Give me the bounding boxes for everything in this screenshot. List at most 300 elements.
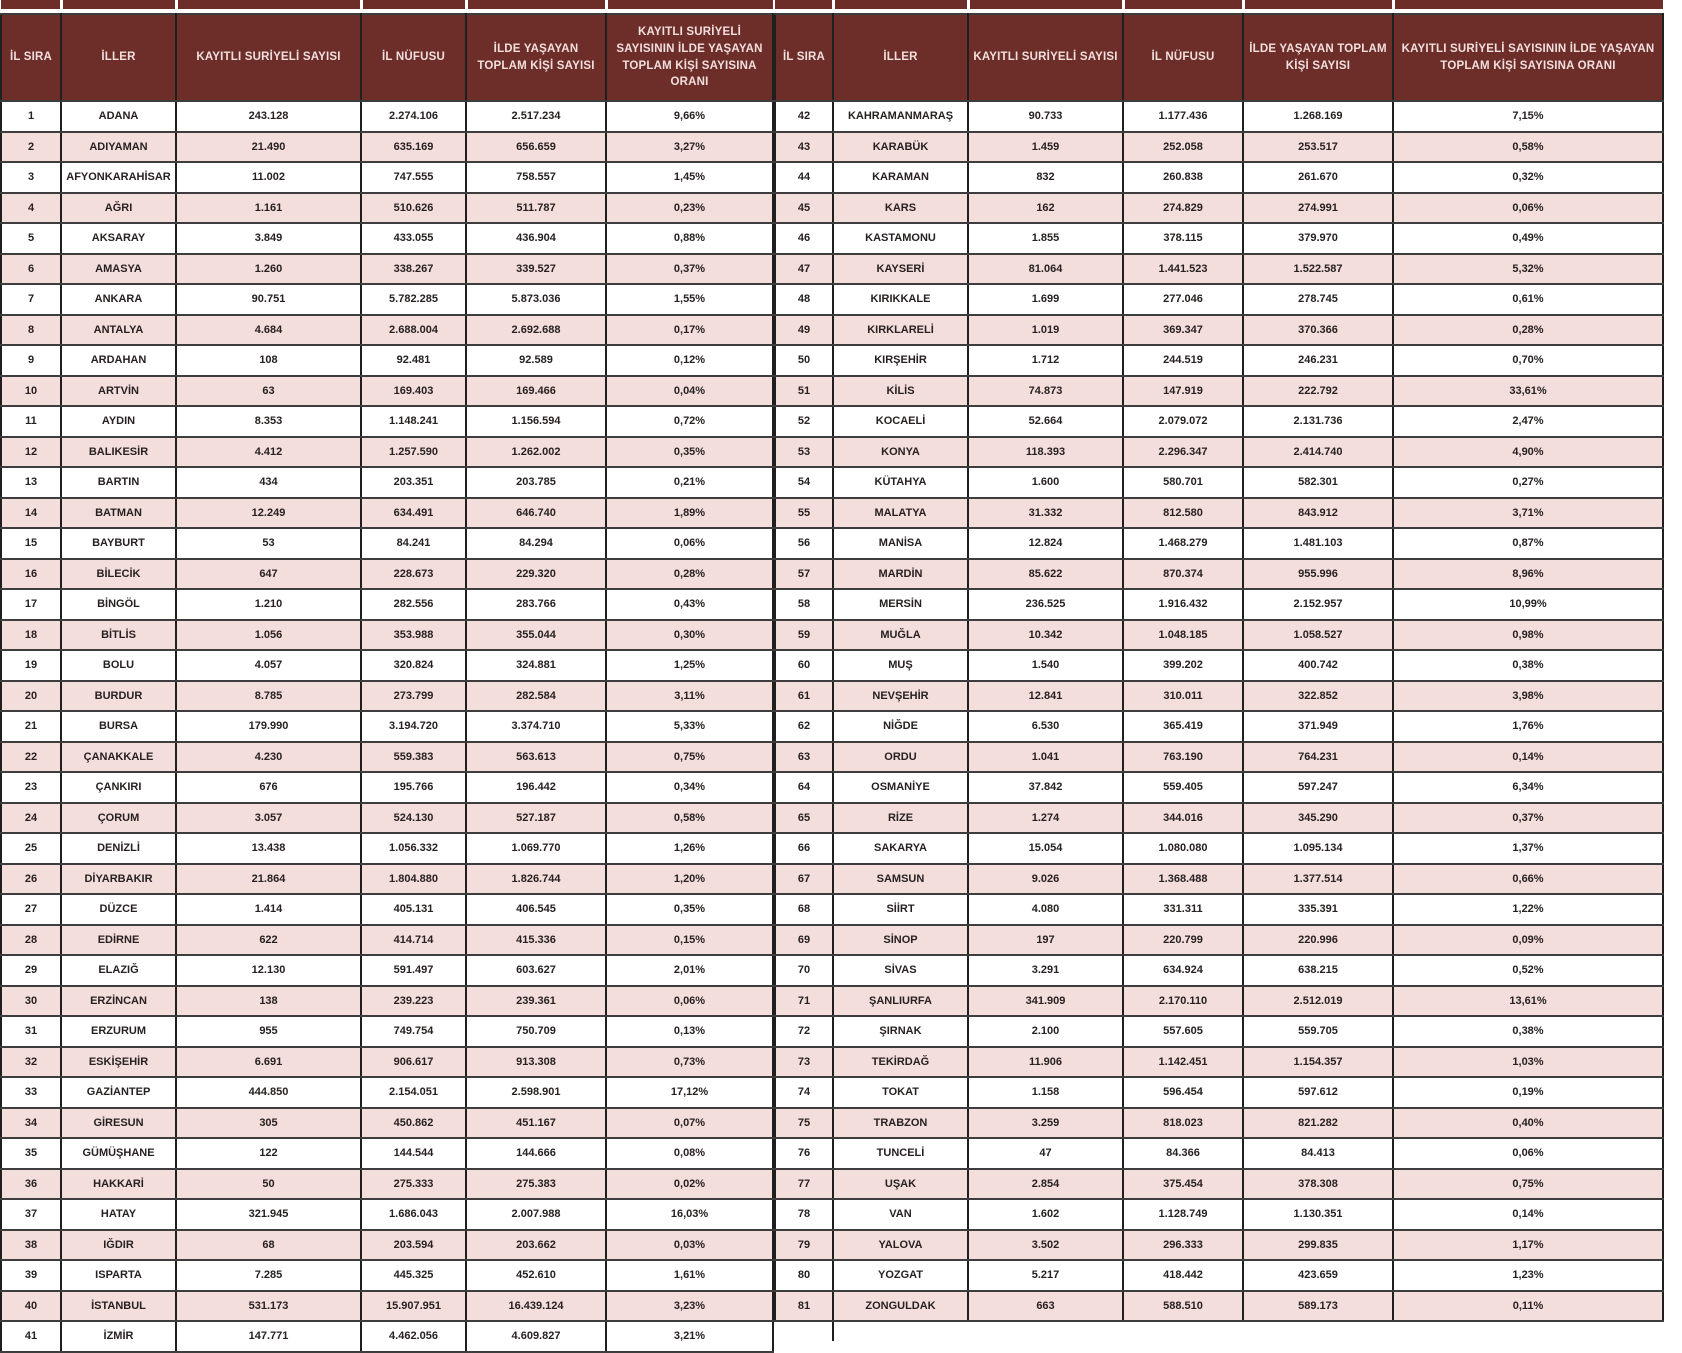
cell-toplam-kisi-sayisi: 371.949 xyxy=(1243,711,1393,742)
cell-il-sira: 73 xyxy=(775,1047,833,1078)
cell-oran: 3,23% xyxy=(606,1291,773,1322)
table-row xyxy=(775,1230,1663,1261)
table-row xyxy=(1,620,773,651)
cell-toplam-kisi-sayisi: 2.512.019 xyxy=(1243,986,1393,1017)
table-row xyxy=(775,223,1663,254)
cell-toplam-kisi-sayisi: 299.835 xyxy=(1243,1230,1393,1261)
table-row xyxy=(1,864,773,895)
cell-il-nufusu: 310.011 xyxy=(1123,681,1243,712)
cell-kayitli-suriyeli-sayisi: 5.217 xyxy=(968,1260,1123,1291)
cell-oran: 0,09% xyxy=(1393,925,1663,956)
cell-toplam-kisi-sayisi: 582.301 xyxy=(1243,467,1393,498)
cell-il-adi: ANKARA xyxy=(61,284,176,315)
cell-toplam-kisi-sayisi: 2.517.234 xyxy=(466,101,606,132)
cell-il-sira: 55 xyxy=(775,498,833,529)
table-row xyxy=(1,1047,773,1078)
column-header-oran: KAYITLI SURİYELİ SAYISININ İLDE YAŞAYAN TOPLAM KİŞİ SAYISINA ORANI xyxy=(1393,14,1663,101)
cell-toplam-kisi-sayisi: 603.627 xyxy=(466,955,606,986)
cell-kayitli-suriyeli-sayisi: 81.064 xyxy=(968,254,1123,285)
column-header-il-adi: İLLER xyxy=(833,14,968,101)
cell-kayitli-suriyeli-sayisi: 2.100 xyxy=(968,1016,1123,1047)
table-row xyxy=(775,650,1663,681)
cell-kayitli-suriyeli-sayisi: 9.026 xyxy=(968,864,1123,895)
header-top-strip-cell xyxy=(61,0,176,9)
cell-toplam-kisi-sayisi: 646.740 xyxy=(466,498,606,529)
cell-toplam-kisi-sayisi: 597.612 xyxy=(1243,1077,1393,1108)
cell-il-sira: 40 xyxy=(1,1291,61,1322)
cell-il-sira: 46 xyxy=(775,223,833,254)
cell-toplam-kisi-sayisi: 196.442 xyxy=(466,772,606,803)
cell-toplam-kisi-sayisi: 423.659 xyxy=(1243,1260,1393,1291)
cell-il-nufusu: 634.491 xyxy=(361,498,466,529)
cell-toplam-kisi-sayisi: 283.766 xyxy=(466,589,606,620)
cell-toplam-kisi-sayisi: 261.670 xyxy=(1243,162,1393,193)
cell-il-sira: 28 xyxy=(1,925,61,956)
cell-il-adi: UŞAK xyxy=(833,1169,968,1200)
filler-cell xyxy=(968,1321,1123,1341)
cell-oran: 3,71% xyxy=(1393,498,1663,529)
header-top-strip-cell xyxy=(466,0,606,9)
cell-oran: 0,73% xyxy=(606,1047,773,1078)
cell-oran: 0,40% xyxy=(1393,1108,1663,1139)
cell-toplam-kisi-sayisi: 378.308 xyxy=(1243,1169,1393,1200)
cell-oran: 5,33% xyxy=(606,711,773,742)
cell-il-sira: 57 xyxy=(775,559,833,590)
cell-il-adi: YALOVA xyxy=(833,1230,968,1261)
cell-il-nufusu: 634.924 xyxy=(1123,955,1243,986)
cell-toplam-kisi-sayisi: 1.826.744 xyxy=(466,864,606,895)
cell-il-adi: KOCAELİ xyxy=(833,406,968,437)
cell-kayitli-suriyeli-sayisi: 90.751 xyxy=(176,284,361,315)
cell-il-adi: VAN xyxy=(833,1199,968,1230)
cell-il-nufusu: 591.497 xyxy=(361,955,466,986)
table-row xyxy=(775,620,1663,651)
cell-il-adi: BARTIN xyxy=(61,467,176,498)
cell-kayitli-suriyeli-sayisi: 21.490 xyxy=(176,132,361,163)
table-row xyxy=(775,589,1663,620)
cell-kayitli-suriyeli-sayisi: 90.733 xyxy=(968,101,1123,132)
cell-kayitli-suriyeli-sayisi: 3.849 xyxy=(176,223,361,254)
cell-kayitli-suriyeli-sayisi: 63 xyxy=(176,376,361,407)
cell-il-adi: ÇANKIRI xyxy=(61,772,176,803)
cell-kayitli-suriyeli-sayisi: 663 xyxy=(968,1291,1123,1322)
cell-il-nufusu: 596.454 xyxy=(1123,1077,1243,1108)
cell-oran: 0,72% xyxy=(606,406,773,437)
cell-il-nufusu: 818.023 xyxy=(1123,1108,1243,1139)
cell-il-nufusu: 450.862 xyxy=(361,1108,466,1139)
cell-oran: 1,26% xyxy=(606,833,773,864)
cell-il-sira: 76 xyxy=(775,1138,833,1169)
cell-il-adi: ELAZIĞ xyxy=(61,955,176,986)
cell-il-nufusu: 2.170.110 xyxy=(1123,986,1243,1017)
cell-kayitli-suriyeli-sayisi: 1.260 xyxy=(176,254,361,285)
cell-il-nufusu: 260.838 xyxy=(1123,162,1243,193)
cell-kayitli-suriyeli-sayisi: 50 xyxy=(176,1169,361,1200)
cell-il-adi: SİVAS xyxy=(833,955,968,986)
cell-kayitli-suriyeli-sayisi: 3.291 xyxy=(968,955,1123,986)
cell-il-sira: 29 xyxy=(1,955,61,986)
table-row xyxy=(775,681,1663,712)
cell-kayitli-suriyeli-sayisi: 1.540 xyxy=(968,650,1123,681)
cell-il-adi: MERSİN xyxy=(833,589,968,620)
cell-oran: 1,23% xyxy=(1393,1260,1663,1291)
cell-il-sira: 30 xyxy=(1,986,61,1017)
cell-oran: 0,70% xyxy=(1393,345,1663,376)
cell-kayitli-suriyeli-sayisi: 1.056 xyxy=(176,620,361,651)
cell-il-nufusu: 557.605 xyxy=(1123,1016,1243,1047)
cell-il-nufusu: 378.115 xyxy=(1123,223,1243,254)
cell-kayitli-suriyeli-sayisi: 1.019 xyxy=(968,315,1123,346)
cell-oran: 0,27% xyxy=(1393,467,1663,498)
cell-il-sira: 60 xyxy=(775,650,833,681)
table-row xyxy=(775,406,1663,437)
table-row xyxy=(775,132,1663,163)
cell-il-adi: ADANA xyxy=(61,101,176,132)
cell-il-sira: 67 xyxy=(775,864,833,895)
cell-il-sira: 37 xyxy=(1,1199,61,1230)
table-header-right xyxy=(775,0,1663,101)
cell-il-sira: 5 xyxy=(1,223,61,254)
table-row xyxy=(775,498,1663,529)
cell-il-nufusu: 1.056.332 xyxy=(361,833,466,864)
cell-il-nufusu: 2.154.051 xyxy=(361,1077,466,1108)
table-row xyxy=(1,467,773,498)
cell-il-adi: MUĞLA xyxy=(833,620,968,651)
cell-oran: 1,76% xyxy=(1393,711,1663,742)
cell-il-nufusu: 749.754 xyxy=(361,1016,466,1047)
cell-il-adi: AMASYA xyxy=(61,254,176,285)
cell-oran: 10,99% xyxy=(1393,589,1663,620)
cell-il-adi: ANTALYA xyxy=(61,315,176,346)
cell-oran: 0,52% xyxy=(1393,955,1663,986)
table-row xyxy=(1,681,773,712)
cell-il-nufusu: 1.368.488 xyxy=(1123,864,1243,895)
cell-il-nufusu: 274.829 xyxy=(1123,193,1243,224)
cell-oran: 3,27% xyxy=(606,132,773,163)
table-footer-filler xyxy=(775,1321,1663,1341)
header-top-strip-cell xyxy=(176,0,361,9)
cell-oran: 0,07% xyxy=(606,1108,773,1139)
cell-oran: 0,61% xyxy=(1393,284,1663,315)
cell-il-adi: ARDAHAN xyxy=(61,345,176,376)
cell-il-sira: 7 xyxy=(1,284,61,315)
table-row xyxy=(775,101,1663,132)
cell-il-nufusu: 559.383 xyxy=(361,742,466,773)
cell-kayitli-suriyeli-sayisi: 197 xyxy=(968,925,1123,956)
table-row xyxy=(1,132,773,163)
cell-il-adi: BİTLİS xyxy=(61,620,176,651)
cell-oran: 1,17% xyxy=(1393,1230,1663,1261)
cell-oran: 16,03% xyxy=(606,1199,773,1230)
cell-toplam-kisi-sayisi: 821.282 xyxy=(1243,1108,1393,1139)
cell-il-nufusu: 445.325 xyxy=(361,1260,466,1291)
cell-il-sira: 53 xyxy=(775,437,833,468)
cell-il-adi: RİZE xyxy=(833,803,968,834)
cell-kayitli-suriyeli-sayisi: 1.041 xyxy=(968,742,1123,773)
cell-il-nufusu: 559.405 xyxy=(1123,772,1243,803)
table-row xyxy=(775,894,1663,925)
cell-kayitli-suriyeli-sayisi: 1.161 xyxy=(176,193,361,224)
cell-il-sira: 43 xyxy=(775,132,833,163)
cell-oran: 1,55% xyxy=(606,284,773,315)
table-row xyxy=(1,1016,773,1047)
cell-oran: 0,06% xyxy=(1393,193,1663,224)
table-body-right xyxy=(775,101,1663,1341)
cell-il-adi: ERZİNCAN xyxy=(61,986,176,1017)
cell-oran: 3,11% xyxy=(606,681,773,712)
cell-il-nufusu: 344.016 xyxy=(1123,803,1243,834)
table-row xyxy=(1,376,773,407)
cell-toplam-kisi-sayisi: 275.383 xyxy=(466,1169,606,1200)
cell-il-nufusu: 369.347 xyxy=(1123,315,1243,346)
cell-il-nufusu: 203.351 xyxy=(361,467,466,498)
cell-oran: 0,88% xyxy=(606,223,773,254)
table-row xyxy=(775,1077,1663,1108)
cell-il-sira: 44 xyxy=(775,162,833,193)
cell-il-sira: 41 xyxy=(1,1321,61,1352)
cell-oran: 0,66% xyxy=(1393,864,1663,895)
cell-oran: 0,17% xyxy=(606,315,773,346)
provinces-table-left xyxy=(0,0,774,1353)
table-row xyxy=(775,528,1663,559)
cell-il-sira: 14 xyxy=(1,498,61,529)
cell-kayitli-suriyeli-sayisi: 3.259 xyxy=(968,1108,1123,1139)
cell-oran: 5,32% xyxy=(1393,254,1663,285)
cell-il-sira: 26 xyxy=(1,864,61,895)
cell-kayitli-suriyeli-sayisi: 12.249 xyxy=(176,498,361,529)
cell-il-sira: 17 xyxy=(1,589,61,620)
table-row xyxy=(1,1108,773,1139)
cell-toplam-kisi-sayisi: 563.613 xyxy=(466,742,606,773)
cell-toplam-kisi-sayisi: 84.294 xyxy=(466,528,606,559)
cell-il-sira: 70 xyxy=(775,955,833,986)
cell-il-nufusu: 418.442 xyxy=(1123,1260,1243,1291)
table-row xyxy=(775,467,1663,498)
header-top-strip-cell xyxy=(606,0,773,9)
cell-il-nufusu: 588.510 xyxy=(1123,1291,1243,1322)
cell-il-sira: 21 xyxy=(1,711,61,742)
cell-oran: 0,08% xyxy=(606,1138,773,1169)
cell-il-adi: EDİRNE xyxy=(61,925,176,956)
cell-il-sira: 56 xyxy=(775,528,833,559)
cell-oran: 0,06% xyxy=(606,986,773,1017)
cell-kayitli-suriyeli-sayisi: 1.158 xyxy=(968,1077,1123,1108)
cell-kayitli-suriyeli-sayisi: 955 xyxy=(176,1016,361,1047)
cell-il-sira: 8 xyxy=(1,315,61,346)
cell-il-nufusu: 1.468.279 xyxy=(1123,528,1243,559)
cell-il-nufusu: 3.194.720 xyxy=(361,711,466,742)
cell-il-adi: AKSARAY xyxy=(61,223,176,254)
cell-il-nufusu: 1.257.590 xyxy=(361,437,466,468)
table-row xyxy=(775,1138,1663,1169)
cell-toplam-kisi-sayisi: 1.154.357 xyxy=(1243,1047,1393,1078)
table-row xyxy=(775,864,1663,895)
table-row xyxy=(1,742,773,773)
cell-oran: 1,25% xyxy=(606,650,773,681)
cell-il-sira: 1 xyxy=(1,101,61,132)
cell-toplam-kisi-sayisi: 1.262.002 xyxy=(466,437,606,468)
cell-il-sira: 35 xyxy=(1,1138,61,1169)
cell-il-sira: 18 xyxy=(1,620,61,651)
cell-toplam-kisi-sayisi: 436.904 xyxy=(466,223,606,254)
cell-il-adi: HATAY xyxy=(61,1199,176,1230)
table-row xyxy=(775,345,1663,376)
cell-toplam-kisi-sayisi: 656.659 xyxy=(466,132,606,163)
cell-oran: 3,98% xyxy=(1393,681,1663,712)
cell-toplam-kisi-sayisi: 253.517 xyxy=(1243,132,1393,163)
cell-il-nufusu: 812.580 xyxy=(1123,498,1243,529)
cell-il-sira: 81 xyxy=(775,1291,833,1322)
cell-il-adi: TOKAT xyxy=(833,1077,968,1108)
cell-kayitli-suriyeli-sayisi: 11.906 xyxy=(968,1047,1123,1078)
cell-il-nufusu: 195.766 xyxy=(361,772,466,803)
cell-il-nufusu: 635.169 xyxy=(361,132,466,163)
cell-oran: 0,19% xyxy=(1393,1077,1663,1108)
cell-il-sira: 79 xyxy=(775,1230,833,1261)
table-row xyxy=(775,1169,1663,1200)
cell-toplam-kisi-sayisi: 339.527 xyxy=(466,254,606,285)
cell-il-adi: ŞANLIURFA xyxy=(833,986,968,1017)
cell-il-nufusu: 92.481 xyxy=(361,345,466,376)
cell-oran: 0,11% xyxy=(1393,1291,1663,1322)
cell-il-nufusu: 1.916.432 xyxy=(1123,589,1243,620)
cell-il-nufusu: 5.782.285 xyxy=(361,284,466,315)
cell-toplam-kisi-sayisi: 559.705 xyxy=(1243,1016,1393,1047)
cell-il-adi: NEVŞEHİR xyxy=(833,681,968,712)
cell-toplam-kisi-sayisi: 278.745 xyxy=(1243,284,1393,315)
cell-il-sira: 69 xyxy=(775,925,833,956)
cell-il-sira: 16 xyxy=(1,559,61,590)
header-top-strip-cell xyxy=(1,0,61,9)
cell-toplam-kisi-sayisi: 1.268.169 xyxy=(1243,101,1393,132)
cell-oran: 2,01% xyxy=(606,955,773,986)
cell-il-sira: 45 xyxy=(775,193,833,224)
cell-il-adi: BAYBURT xyxy=(61,528,176,559)
table-row xyxy=(1,1077,773,1108)
cell-oran: 0,03% xyxy=(606,1230,773,1261)
cell-il-adi: ÇORUM xyxy=(61,803,176,834)
table-row xyxy=(1,986,773,1017)
cell-kayitli-suriyeli-sayisi: 321.945 xyxy=(176,1199,361,1230)
cell-il-nufusu: 906.617 xyxy=(361,1047,466,1078)
cell-il-adi: ADIYAMAN xyxy=(61,132,176,163)
header-top-strip-cell xyxy=(1393,0,1663,9)
cell-il-sira: 61 xyxy=(775,681,833,712)
table-header-left xyxy=(1,0,773,101)
cell-il-adi: KIRIKKALE xyxy=(833,284,968,315)
table-row xyxy=(1,528,773,559)
table-row xyxy=(1,162,773,193)
table-row xyxy=(1,284,773,315)
cell-il-sira: 12 xyxy=(1,437,61,468)
cell-oran: 0,02% xyxy=(606,1169,773,1200)
cell-il-nufusu: 1.804.880 xyxy=(361,864,466,895)
cell-kayitli-suriyeli-sayisi: 444.850 xyxy=(176,1077,361,1108)
cell-oran: 0,49% xyxy=(1393,223,1663,254)
column-header-row xyxy=(1,14,773,101)
cell-il-adi: BOLU xyxy=(61,650,176,681)
cell-il-nufusu: 239.223 xyxy=(361,986,466,1017)
cell-toplam-kisi-sayisi: 144.666 xyxy=(466,1138,606,1169)
cell-il-nufusu: 524.130 xyxy=(361,803,466,834)
cell-il-nufusu: 252.058 xyxy=(1123,132,1243,163)
cell-kayitli-suriyeli-sayisi: 12.130 xyxy=(176,955,361,986)
cell-il-nufusu: 375.454 xyxy=(1123,1169,1243,1200)
cell-toplam-kisi-sayisi: 169.466 xyxy=(466,376,606,407)
cell-kayitli-suriyeli-sayisi: 7.285 xyxy=(176,1260,361,1291)
cell-il-sira: 36 xyxy=(1,1169,61,1200)
cell-oran: 0,37% xyxy=(606,254,773,285)
cell-il-nufusu: 2.079.072 xyxy=(1123,406,1243,437)
cell-il-nufusu: 147.919 xyxy=(1123,376,1243,407)
cell-toplam-kisi-sayisi: 1.130.351 xyxy=(1243,1199,1393,1230)
cell-kayitli-suriyeli-sayisi: 4.080 xyxy=(968,894,1123,925)
table-row xyxy=(1,1138,773,1169)
cell-oran: 0,15% xyxy=(606,925,773,956)
cell-il-sira: 31 xyxy=(1,1016,61,1047)
column-header-row xyxy=(775,14,1663,101)
cell-kayitli-suriyeli-sayisi: 6.691 xyxy=(176,1047,361,1078)
cell-il-adi: MARDİN xyxy=(833,559,968,590)
cell-il-adi: SİNOP xyxy=(833,925,968,956)
cell-il-adi: ÇANAKKALE xyxy=(61,742,176,773)
cell-kayitli-suriyeli-sayisi: 3.057 xyxy=(176,803,361,834)
cell-kayitli-suriyeli-sayisi: 52.664 xyxy=(968,406,1123,437)
table-row xyxy=(1,1321,773,1352)
cell-il-adi: BALIKESİR xyxy=(61,437,176,468)
cell-il-sira: 48 xyxy=(775,284,833,315)
cell-kayitli-suriyeli-sayisi: 1.602 xyxy=(968,1199,1123,1230)
cell-kayitli-suriyeli-sayisi: 1.274 xyxy=(968,803,1123,834)
cell-toplam-kisi-sayisi: 511.787 xyxy=(466,193,606,224)
cell-il-adi: KİLİS xyxy=(833,376,968,407)
cell-il-sira: 59 xyxy=(775,620,833,651)
cell-kayitli-suriyeli-sayisi: 647 xyxy=(176,559,361,590)
cell-oran: 13,61% xyxy=(1393,986,1663,1017)
cell-il-adi: NİĞDE xyxy=(833,711,968,742)
cell-kayitli-suriyeli-sayisi: 47 xyxy=(968,1138,1123,1169)
cell-il-nufusu: 1.048.185 xyxy=(1123,620,1243,651)
cell-il-adi: BATMAN xyxy=(61,498,176,529)
cell-oran: 33,61% xyxy=(1393,376,1663,407)
cell-toplam-kisi-sayisi: 758.557 xyxy=(466,162,606,193)
cell-il-sira: 32 xyxy=(1,1047,61,1078)
cell-toplam-kisi-sayisi: 764.231 xyxy=(1243,742,1393,773)
table-row xyxy=(1,803,773,834)
table-row xyxy=(775,315,1663,346)
column-header-toplam-kisi-sayisi: İLDE YAŞAYAN TOPLAM KİŞİ SAYISI xyxy=(1243,14,1393,101)
cell-il-nufusu: 763.190 xyxy=(1123,742,1243,773)
cell-il-sira: 47 xyxy=(775,254,833,285)
cell-toplam-kisi-sayisi: 246.231 xyxy=(1243,345,1393,376)
cell-il-nufusu: 2.274.106 xyxy=(361,101,466,132)
cell-il-nufusu: 414.714 xyxy=(361,925,466,956)
cell-il-adi: KÜTAHYA xyxy=(833,467,968,498)
cell-kayitli-suriyeli-sayisi: 162 xyxy=(968,193,1123,224)
cell-il-adi: BURSA xyxy=(61,711,176,742)
table-row xyxy=(775,1260,1663,1291)
cell-il-adi: SAKARYA xyxy=(833,833,968,864)
cell-toplam-kisi-sayisi: 1.095.134 xyxy=(1243,833,1393,864)
cell-il-sira: 80 xyxy=(775,1260,833,1291)
cell-il-sira: 15 xyxy=(1,528,61,559)
cell-il-sira: 33 xyxy=(1,1077,61,1108)
column-header-il-nufusu: İL NÜFUSU xyxy=(361,14,466,101)
cell-il-adi: KONYA xyxy=(833,437,968,468)
table-row xyxy=(1,315,773,346)
cell-il-sira: 42 xyxy=(775,101,833,132)
cell-toplam-kisi-sayisi: 597.247 xyxy=(1243,772,1393,803)
